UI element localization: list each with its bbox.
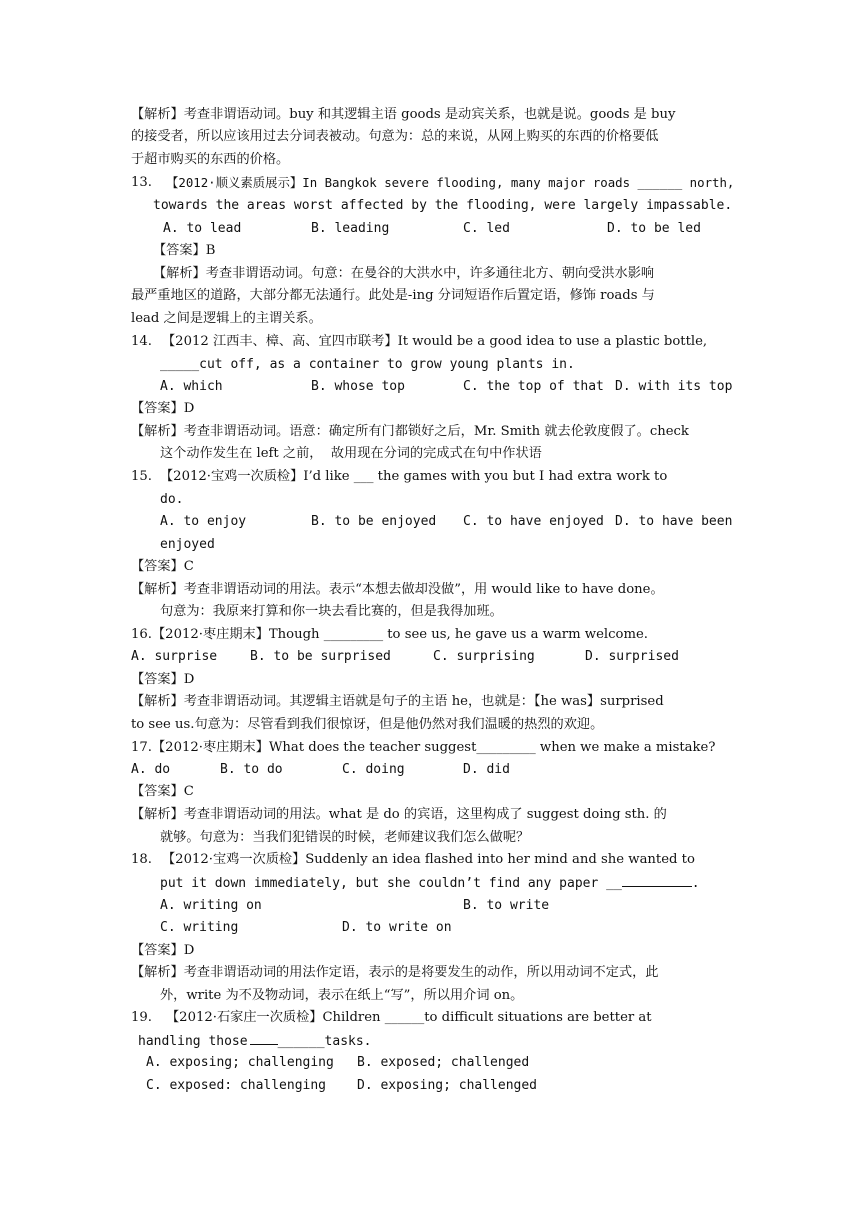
q15-stem-line1: 【2012·宝鸡一次质检】I’d like ___ the games with you but I had extra work to: [160, 469, 668, 484]
q14-explanation-line2: 这个动作发生在 left 之前， 故用现在分词的完成式在句中作状语: [160, 446, 542, 461]
q19-option-b: B. exposed; challenged: [357, 1055, 530, 1070]
q19-answer-blank: [250, 1032, 278, 1045]
q13-option-d: D. to be led: [607, 221, 701, 236]
q16-option-d: D. surprised: [585, 649, 679, 664]
q18-stem-line2: [160, 874, 700, 893]
q17-option-c: C. doing: [342, 762, 405, 777]
q18-number: 18.: [131, 852, 152, 867]
q13-stem-line2: towards the areas worst affected by the flooding, were largely impassable.: [153, 198, 733, 213]
q14-option-c: C. the top of that: [463, 379, 604, 394]
q14-option-d: D. with its top: [615, 379, 733, 394]
q18-answer: 【答案】D: [131, 943, 195, 958]
q12-explanation-line1: 【解析】考查非谓语动词。buy 和其逻辑主语 goods 是动宾关系，也就是说。goods 是 buy: [131, 107, 676, 122]
q13-number: 13.: [131, 175, 152, 190]
q16-number: 16.: [131, 627, 152, 642]
q18-option-b: B. to write: [463, 898, 550, 913]
q19-stem-line2: [138, 1032, 372, 1051]
q19-number: 19.: [131, 1010, 152, 1025]
q16-answer: 【答案】D: [131, 672, 195, 687]
q16-option-b: B. to be surprised: [250, 649, 391, 664]
q19-option-d: D. exposing; challenged: [357, 1078, 538, 1093]
q17-number: 17.: [131, 740, 152, 755]
q13-answer: 【答案】B: [153, 243, 216, 258]
q15-option-c: C. to have enjoyed: [463, 514, 604, 529]
q14-explanation-line1: 【解析】考查非谓语动词。语意：确定所有门都锁好之后，Mr. Smith 就去伦敦度假了。check: [131, 424, 689, 439]
q12-explanation-line3: 于超市购买的东西的价格。: [131, 152, 290, 167]
q15-option-d-continued: enjoyed: [160, 537, 215, 552]
q13-explanation-line1: 【解析】考查非谓语动词。句意：在曼谷的大洪水中，许多通往北方、朝向受洪水影响: [153, 266, 655, 281]
q14-option-b: B. whose top: [311, 379, 405, 394]
q17-option-a: A. do: [131, 762, 171, 777]
q15-option-b: B. to be enjoyed: [311, 514, 437, 529]
q18-stem-text: put it down immediately, but she couldn’t find any paper __: [160, 876, 622, 891]
q15-option-a: A. to enjoy: [160, 514, 247, 529]
q13-option-a: A. to lead: [163, 221, 242, 236]
q19-option-c: C. exposed: challenging: [146, 1078, 327, 1093]
q18-stem-end: .: [691, 876, 700, 891]
q15-stem-line2: do.: [160, 492, 184, 507]
q13-explanation-line3: lead 之间是逻辑上的主谓关系。: [131, 311, 322, 326]
q14-number: 14.: [131, 334, 152, 349]
q16-explanation-line2: to see us.句意为：尽管看到我们很惊讶，但是他仍然对我们温暖的热烈的欢迎。: [131, 717, 604, 732]
q15-explanation-line1: 【解析】考查非谓语动词的用法。表示“本想去做却没做”，用 would like to have done。: [131, 582, 664, 597]
q14-stem-line1: 【2012 江西丰、樟、高、宜四市联考】It would be a good idea to use a plastic bottle,: [162, 334, 708, 349]
q16-stem-line1: 【2012·枣庄期末】Though _________ to see us, he gave us a warm welcome.: [152, 627, 648, 642]
q14-answer: 【答案】D: [131, 401, 195, 416]
q18-option-a: A. writing on: [160, 898, 262, 913]
q14-stem-line2: _____cut off, as a container to grow young plants in.: [160, 357, 575, 372]
q16-option-c: C. surprising: [433, 649, 535, 664]
q16-option-a: A. surprise: [131, 649, 218, 664]
q19-stem-line1: 【2012·石家庄一次质检】Children ______to difficult situations are better at: [166, 1010, 652, 1025]
q14-option-a: A. which: [160, 379, 223, 394]
q17-answer: 【答案】C: [131, 784, 194, 799]
q18-option-d: D. to write on: [342, 920, 452, 935]
q16-explanation-line1: 【解析】考查非谓语动词。其逻辑主语就是句子的主语 he，也就是：【he was】surprised: [131, 694, 664, 709]
q18-option-c: C. writing: [160, 920, 239, 935]
q17-explanation-line1: 【解析】考查非谓语动词的用法。what 是 do 的宾语，这里构成了 suggest doing sth. 的: [131, 807, 667, 822]
q18-answer-blank: [622, 874, 692, 887]
q19-option-a: A. exposing; challenging: [146, 1055, 334, 1070]
q12-explanation-line2: 的接受者，所以应该用过去分词表被动。句意为：总的来说，从网上购买的东西的价格要低: [131, 129, 659, 144]
q17-option-b: B. to do: [220, 762, 283, 777]
q13-option-c: C. led: [463, 221, 510, 236]
q15-explanation-line2: 句意为：我原来打算和你一块去看比赛的，但是我得加班。: [160, 604, 503, 619]
q13-option-b: B. leading: [311, 221, 390, 236]
q13-explanation-line2: 最严重地区的道路，大部分都无法通行。此处是-ing 分词短语作后置定语，修饰 roads 与: [131, 288, 655, 303]
q17-stem-line1: 【2012·枣庄期末】What does the teacher suggest_________ when we make a mistake?: [152, 740, 716, 755]
q15-number: 15.: [131, 469, 152, 484]
q17-option-d: D. did: [463, 762, 510, 777]
q13-stem-line1: 【2012·顺义素质展示】In Bangkok severe flooding, many major roads ______ north,: [166, 175, 735, 190]
q18-stem-line1: 【2012·宝鸡一次质检】Suddenly an idea flashed into her mind and she wanted to: [162, 852, 695, 867]
q19-stem-end: ______tasks.: [277, 1034, 372, 1049]
q17-explanation-line2: 就够。句意为：当我们犯错误的时候，老师建议我们怎么做呢？: [160, 830, 530, 845]
q18-explanation-line2: 外，write 为不及物动词，表示在纸上“写”，所以用介词 on。: [160, 988, 524, 1003]
q15-option-d: D. to have been: [615, 514, 733, 529]
q19-stem-text: handling those: [138, 1034, 248, 1049]
q15-answer: 【答案】C: [131, 559, 194, 574]
q18-explanation-line1: 【解析】考查非谓语动词的用法作定语，表示的是将要发生的动作，所以用动词不定式，此: [131, 965, 659, 980]
